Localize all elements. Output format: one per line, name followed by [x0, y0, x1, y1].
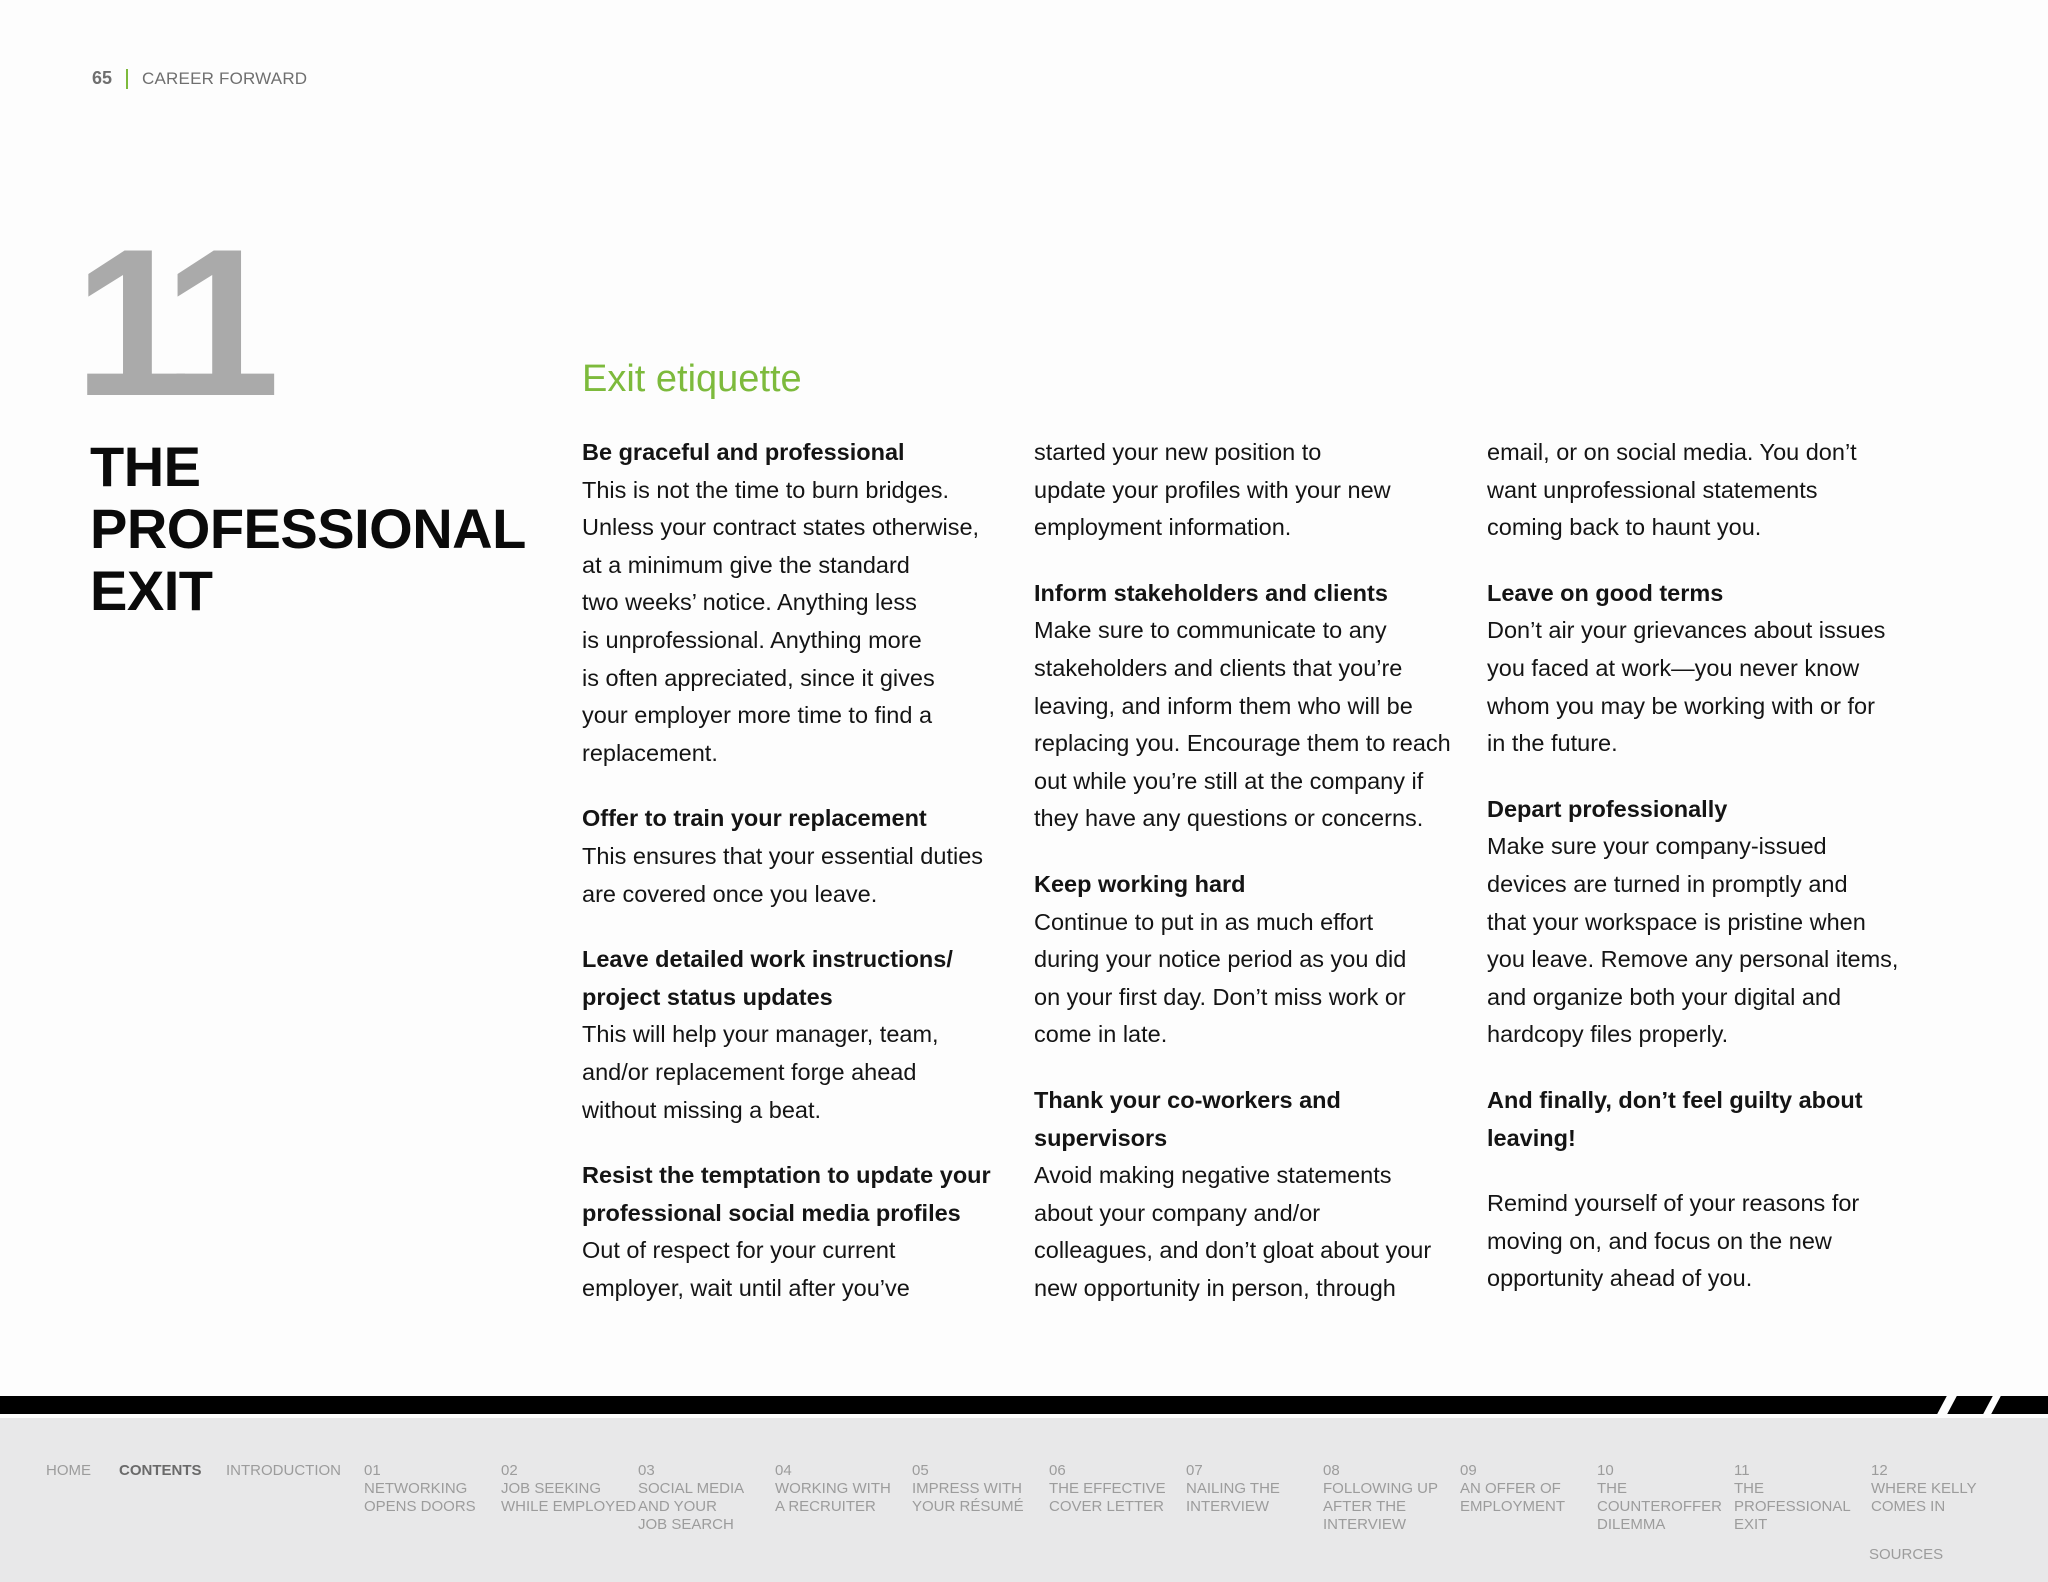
page-number: 65: [92, 68, 113, 88]
content-block: [1487, 434, 1927, 547]
chapter-title: [90, 436, 530, 622]
nav-chapter-label: INTERVIEW: [1186, 1498, 1270, 1515]
nav-chapter-label: COMES IN: [1871, 1498, 1946, 1515]
block-heading-line: project status updates: [582, 983, 833, 1010]
nav-chapter-number: 11: [1734, 1462, 1750, 1479]
block-heading-line: supervisors: [1034, 1124, 1168, 1151]
body-line: hardcopy files properly.: [1487, 1021, 1729, 1048]
nav-chapter-label: WHILE EMPLOYED: [501, 1498, 637, 1515]
nav-chapter-link-09[interactable]: [1460, 1462, 1565, 1516]
block-heading: Depart professionally: [1487, 795, 1728, 822]
body-line: moving on, and focus on the new: [1487, 1227, 1832, 1254]
nav-chapter-link-07[interactable]: [1186, 1462, 1280, 1516]
nav-chapter-label: FOLLOWING UP: [1323, 1480, 1439, 1497]
nav-chapter-label: WORKING WITH: [775, 1480, 891, 1497]
nav-chapter-number: 08: [1323, 1462, 1340, 1479]
body-line: is unprofessional. Anything more: [582, 626, 922, 653]
chapter-title-line: PROFESSIONAL: [90, 497, 526, 560]
body-line: Continue to put in as much effort: [1034, 908, 1374, 935]
block-heading: Be graceful and professional: [582, 439, 905, 465]
chapter-title-line: THE: [90, 435, 201, 498]
nav-chapter-number: 06: [1049, 1462, 1066, 1479]
body-line: out while you’re still at the company if: [1034, 767, 1424, 794]
nav-chapter-link-05[interactable]: [912, 1462, 1024, 1516]
block-heading-line: Resist the temptation to update your: [582, 1162, 991, 1189]
block-heading-line: Thank your co-workers and: [1034, 1086, 1341, 1113]
body-line: email, or on social media. You don’t: [1487, 439, 1857, 465]
body-line: stakeholders and clients that you’re: [1034, 654, 1403, 681]
nav-chapter-link-03[interactable]: [638, 1462, 744, 1534]
nav-chapter-number: 02: [501, 1462, 518, 1479]
nav-chapter-label: AFTER THE: [1323, 1498, 1407, 1515]
body-line: are covered once you leave.: [582, 880, 878, 907]
nav-chapter-number: 01: [364, 1462, 381, 1479]
nav-sources-link[interactable]: SOURCES: [1869, 1546, 1944, 1563]
nav-chapter-link-10[interactable]: [1597, 1462, 1722, 1534]
page-header: [92, 68, 307, 89]
nav-chapter-label: INTERVIEW: [1323, 1516, 1407, 1533]
content-block: [582, 800, 1022, 913]
body-line: that your workspace is pristine when: [1487, 908, 1866, 935]
footer-rule: [0, 1396, 2048, 1414]
nav-chapter-label: AN OFFER OF: [1460, 1480, 1561, 1497]
body-line: without missing a beat.: [582, 1096, 822, 1123]
body-line: you faced at work—you never know: [1487, 654, 1860, 681]
nav-chapter-label: COVER LETTER: [1049, 1498, 1165, 1515]
content-block: [1034, 1082, 1474, 1308]
body-line: Unless your contract states otherwise,: [582, 514, 980, 541]
body-line: two weeks’ notice. Anything less: [582, 589, 917, 616]
body-line: and organize both your digital and: [1487, 983, 1842, 1010]
block-heading-line: leaving!: [1487, 1124, 1576, 1151]
content-block: [582, 941, 1022, 1129]
header-divider: [126, 69, 128, 89]
body-line: update your profiles with your new: [1034, 476, 1391, 503]
body-line: during your notice period as you did: [1034, 946, 1407, 973]
nav-chapter-label: NETWORKING: [364, 1480, 468, 1497]
nav-chapter-label: JOB SEARCH: [638, 1516, 734, 1533]
body-line: This ensures that your essential duties: [582, 842, 984, 869]
nav-chapter-label: SOCIAL MEDIA: [638, 1480, 745, 1497]
body-line: replacement.: [582, 739, 718, 766]
body-line: Avoid making negative statements: [1034, 1162, 1392, 1189]
content-block: [1487, 1082, 1927, 1157]
content-block: [582, 1157, 1022, 1307]
chapter-title-line: EXIT: [90, 559, 213, 622]
nav-chapter-number: 07: [1186, 1462, 1203, 1479]
body-line: and/or replacement forge ahead: [582, 1058, 917, 1085]
nav-chapter-label: YOUR RÉSUMÉ: [912, 1498, 1024, 1515]
text-column-2: [1034, 434, 1474, 1335]
nav-chapter-number: 03: [638, 1462, 655, 1479]
body-line: about your company and/or: [1034, 1199, 1321, 1226]
body-line: in the future.: [1487, 730, 1618, 757]
chapter-number: 11: [74, 205, 264, 440]
body-line: employer, wait until after you’ve: [582, 1274, 910, 1301]
body-line: they have any questions or concerns.: [1034, 805, 1424, 832]
content-block: [1487, 1185, 1927, 1298]
nav-chapter-label: OPENS DOORS: [364, 1498, 476, 1515]
content-block: [1487, 575, 1927, 763]
nav-chapter-link-08[interactable]: [1323, 1462, 1438, 1534]
block-heading-line: And finally, don’t feel guilty about: [1487, 1086, 1863, 1113]
body-line: Make sure your company-issued: [1487, 833, 1827, 860]
body-line: coming back to haunt you.: [1487, 514, 1762, 541]
body-line: employment information.: [1034, 514, 1292, 541]
footer-slash: [1995, 1396, 2048, 1414]
nav-chapter-label: THE: [1597, 1480, 1627, 1497]
block-heading-line: Leave detailed work instructions/: [582, 946, 953, 973]
text-column-1: [582, 434, 1022, 1335]
block-heading-line: professional social media profiles: [582, 1199, 961, 1226]
nav-chapter-label: WHERE KELLY: [1871, 1480, 1977, 1497]
block-heading: Keep working hard: [1034, 870, 1246, 897]
nav-chapter-link-04[interactable]: [775, 1462, 891, 1516]
content-block: [1034, 866, 1474, 1054]
content-block: [1487, 791, 1927, 1054]
nav-chapter-number: 05: [912, 1462, 929, 1479]
nav-chapter-label: EMPLOYMENT: [1460, 1498, 1566, 1515]
body-line: new opportunity in person, through: [1034, 1274, 1396, 1301]
body-line: on your first day. Don’t miss work or: [1034, 983, 1406, 1010]
nav-chapter-label: COUNTEROFFER: [1597, 1498, 1722, 1515]
nav-chapter-label: THE EFFECTIVE: [1049, 1480, 1166, 1497]
body-line: started your new position to: [1034, 439, 1322, 465]
body-line: want unprofessional statements: [1487, 476, 1818, 503]
nav-contents-link[interactable]: CONTENTS: [119, 1462, 202, 1479]
content-block: [1034, 434, 1474, 547]
nav-introduction-link[interactable]: INTRODUCTION: [226, 1462, 341, 1479]
nav-chapter-link-12[interactable]: [1871, 1462, 1977, 1516]
publication-title: CAREER FORWARD: [142, 68, 308, 88]
nav-chapter-link-02[interactable]: [501, 1462, 636, 1516]
nav-chapter-label: EXIT: [1734, 1516, 1768, 1533]
nav-chapter-label: DILEMMA: [1597, 1516, 1666, 1533]
text-column-3: [1487, 434, 1927, 1326]
body-line: devices are turned in promptly and: [1487, 870, 1848, 897]
nav-chapter-label: AND YOUR: [638, 1498, 717, 1515]
body-line: Remind yourself of your reasons for: [1487, 1190, 1860, 1217]
body-line: colleagues, and don’t gloat about your: [1034, 1237, 1432, 1264]
nav-chapter-number: 04: [775, 1462, 792, 1479]
body-line: whom you may be working with or for: [1487, 692, 1875, 719]
body-line: This is not the time to burn bridges.: [582, 476, 950, 503]
nav-chapter-number: 10: [1597, 1462, 1614, 1479]
body-line: your employer more time to find a: [582, 702, 933, 729]
nav-chapter-label: IMPRESS WITH: [912, 1480, 1023, 1497]
body-line: Make sure to communicate to any: [1034, 617, 1387, 644]
block-heading: Inform stakeholders and clients: [1034, 579, 1388, 606]
nav-chapter-label: NAILING THE: [1186, 1480, 1280, 1497]
chapter-navigation: [0, 1418, 2048, 1582]
nav-chapter-link-06[interactable]: [1049, 1462, 1166, 1516]
body-line: come in late.: [1034, 1021, 1168, 1048]
body-line: opportunity ahead of you.: [1487, 1265, 1753, 1292]
body-line: leaving, and inform them who will be: [1034, 692, 1413, 719]
body-line: Don’t air your grievances about issues: [1487, 617, 1886, 644]
content-block: [582, 434, 1022, 772]
nav-home-link[interactable]: HOME: [46, 1462, 91, 1479]
nav-chapter-label: PROFESSIONAL: [1734, 1498, 1851, 1515]
nav-chapter-link-11[interactable]: [1734, 1462, 1851, 1534]
body-line: replacing you. Encourage them to reach: [1034, 730, 1451, 757]
nav-chapter-number: 09: [1460, 1462, 1477, 1479]
block-heading: Leave on good terms: [1487, 579, 1724, 606]
content-block: [1034, 575, 1474, 838]
nav-chapter-label: THE: [1734, 1480, 1764, 1497]
nav-chapter-number: 12: [1871, 1462, 1888, 1479]
body-line: at a minimum give the standard: [582, 551, 910, 578]
nav-chapter-link-01[interactable]: [364, 1462, 476, 1516]
block-heading: Offer to train your replacement: [582, 805, 927, 832]
body-line: you leave. Remove any personal items,: [1487, 946, 1899, 973]
body-line: is often appreciated, since it gives: [582, 664, 935, 691]
body-line: This will help your manager, team,: [582, 1021, 939, 1048]
nav-chapter-label: A RECRUITER: [775, 1498, 876, 1515]
nav-chapter-label: JOB SEEKING: [501, 1480, 602, 1497]
section-heading: Exit etiquette: [582, 358, 802, 400]
body-line: Out of respect for your current: [582, 1237, 896, 1264]
